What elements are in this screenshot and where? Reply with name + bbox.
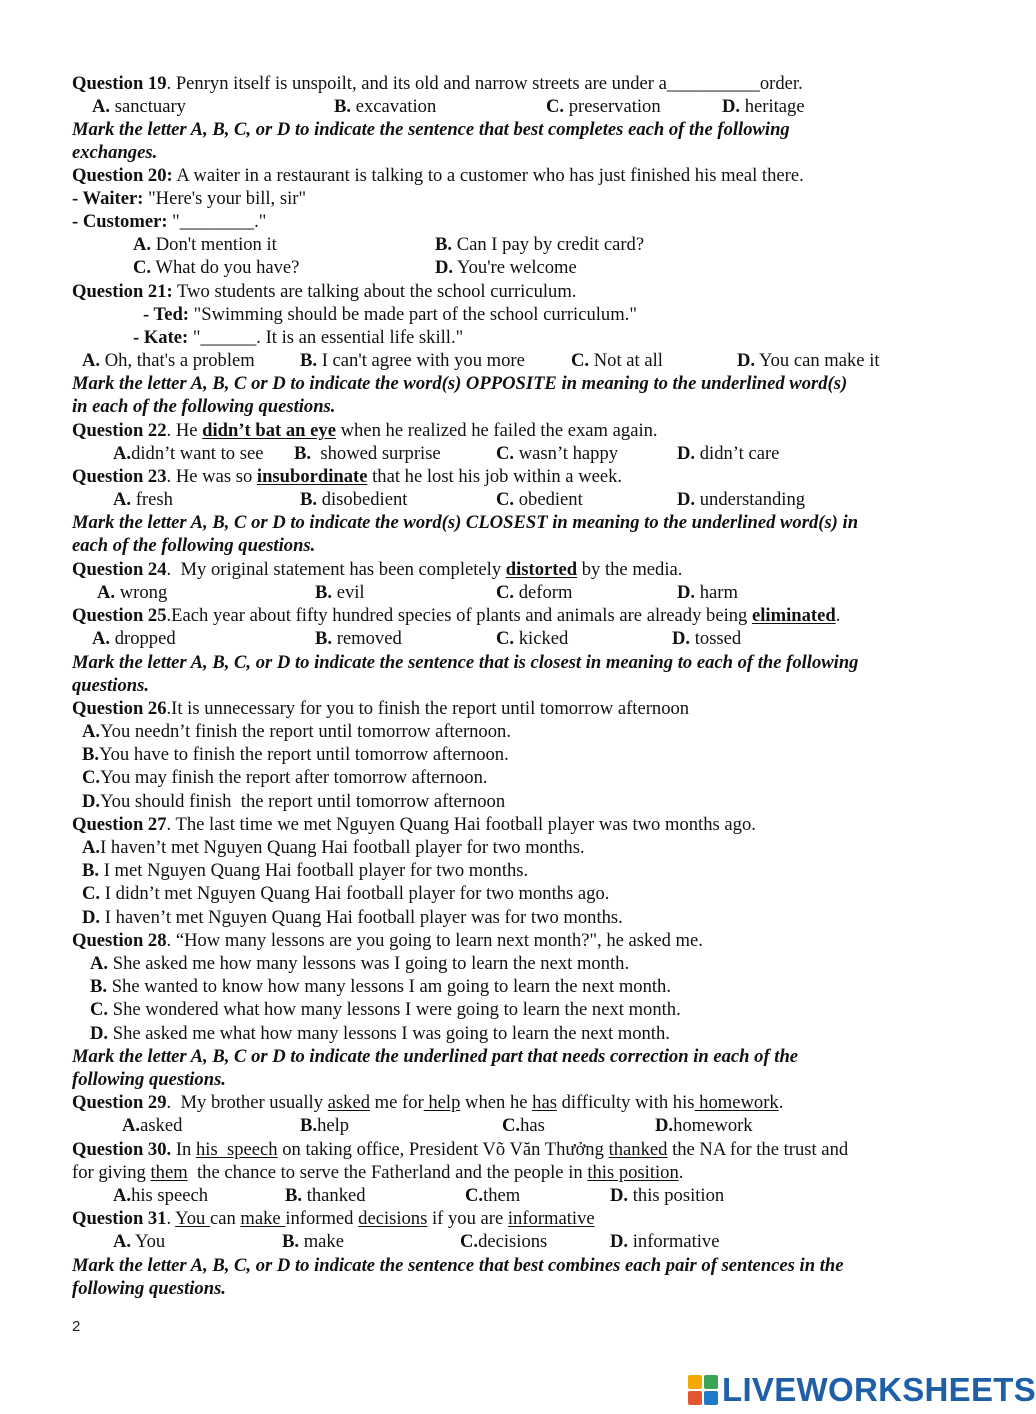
q30-option-b[interactable]: B. thanked bbox=[285, 1185, 366, 1206]
q28-option-a[interactable]: A. She asked me how many lessons was I going to learn the next month. bbox=[90, 953, 630, 974]
q23-option-d[interactable]: D. understanding bbox=[677, 489, 806, 510]
liveworksheets-logo bbox=[688, 1372, 1036, 1408]
q19-option-b[interactable]: B. excavation bbox=[334, 96, 437, 117]
instruction-heading: Mark the letter A, B, C or D to indicate the word(s) OPPOSITE in meaning to the underlined word(s) bbox=[72, 373, 848, 394]
question-29: Question 29. My brother usually asked me for help when he has difficulty with his homework. bbox=[72, 1092, 784, 1113]
q21-option-b[interactable]: B. I can't agree with you more bbox=[300, 350, 525, 371]
q25-option-c[interactable]: C. kicked bbox=[496, 628, 569, 649]
instruction-heading: questions. bbox=[72, 675, 149, 696]
instruction-heading: each of the following questions. bbox=[72, 535, 316, 556]
q22-option-b[interactable]: B. showed surprise bbox=[294, 443, 441, 464]
q28-option-d[interactable]: D. She asked me what how many lessons I was going to learn the next month. bbox=[90, 1023, 670, 1044]
q23-option-a[interactable]: A. fresh bbox=[113, 489, 173, 510]
q29-option-a[interactable]: A.asked bbox=[122, 1115, 183, 1136]
underlined-phrase: didn’t bat an eye bbox=[202, 420, 336, 441]
underlined-phrase: eliminated bbox=[752, 605, 836, 626]
q23-option-b[interactable]: B. disobedient bbox=[300, 489, 408, 510]
q27-option-d[interactable]: D. I haven’t met Nguyen Quang Hai football player was for two months. bbox=[82, 907, 623, 928]
instruction-heading: Mark the letter A, B, C, or D to indicate the sentence that is closest in meaning to each of the following bbox=[72, 652, 859, 673]
q31-option-b[interactable]: B. make bbox=[282, 1231, 344, 1252]
q25-option-a[interactable]: A. dropped bbox=[92, 628, 176, 649]
q30-option-d[interactable]: D. this position bbox=[610, 1185, 725, 1206]
question-24: Question 24. My original statement has been completely distorted by the media. bbox=[72, 559, 683, 580]
dialogue-customer: - Customer: "________." bbox=[72, 211, 267, 232]
q24-option-c[interactable]: C. deform bbox=[496, 582, 573, 603]
logo-text: LIVEWORKSHEETS bbox=[722, 1371, 1036, 1408]
q19-option-a[interactable]: A. sanctuary bbox=[92, 96, 186, 117]
q29-option-c[interactable]: C.has bbox=[502, 1115, 545, 1136]
q22-option-d[interactable]: D. didn’t care bbox=[677, 443, 780, 464]
q30-option-c[interactable]: C.them bbox=[465, 1185, 521, 1206]
q26-option-c[interactable]: C.You may finish the report after tomorrow afternoon. bbox=[82, 767, 488, 788]
q24-option-d[interactable]: D. harm bbox=[677, 582, 738, 603]
q20-option-b[interactable]: B. Can I pay by credit card? bbox=[435, 234, 645, 255]
q29-option-d[interactable]: D.homework bbox=[655, 1115, 753, 1136]
instruction-heading: Mark the letter A, B, C or D to indicate the underlined part that needs correction in each of the bbox=[72, 1046, 799, 1067]
page-number: 2 bbox=[72, 1318, 81, 1335]
q26-option-a[interactable]: A.You needn’t finish the report until tomorrow afternoon. bbox=[82, 721, 511, 742]
instruction-heading: following questions. bbox=[72, 1278, 226, 1299]
dialogue-kate: - Kate: "______. It is an essential life skill." bbox=[133, 327, 464, 348]
q25-option-b[interactable]: B. removed bbox=[315, 628, 402, 649]
question-21: Question 21: Two students are talking about the school curriculum. bbox=[72, 281, 577, 302]
q28-option-c[interactable]: C. She wondered what how many lessons I were going to learn the next month. bbox=[90, 999, 681, 1020]
instruction-heading: following questions. bbox=[72, 1069, 226, 1090]
q27-option-a[interactable]: A.I haven’t met Nguyen Quang Hai football player for two months. bbox=[82, 837, 585, 858]
question-19: Question 19. Penryn itself is unspoilt, and its old and narrow streets are under a__________order. bbox=[72, 73, 803, 94]
underlined-phrase: distorted bbox=[505, 559, 578, 580]
q20-option-a[interactable]: A. Don't mention it bbox=[133, 234, 277, 255]
q31-option-d[interactable]: D. informative bbox=[610, 1231, 720, 1252]
q27-option-b[interactable]: B. I met Nguyen Quang Hai football player for two months. bbox=[82, 860, 529, 881]
q31-option-c[interactable]: C.decisions bbox=[460, 1231, 548, 1252]
liveworksheets-logo-icon bbox=[688, 1375, 718, 1405]
dialogue-ted: - Ted: "Swimming should be made part of the school curriculum." bbox=[143, 304, 637, 325]
q19-option-c[interactable]: C. preservation bbox=[546, 96, 661, 117]
underlined-phrase: insubordinate bbox=[256, 466, 368, 487]
q27-option-c[interactable]: C. I didn’t met Nguyen Quang Hai football player for two months ago. bbox=[82, 883, 610, 904]
q26-option-b[interactable]: B.You have to finish the report until tomorrow afternoon. bbox=[82, 744, 509, 765]
instruction-heading: exchanges. bbox=[72, 142, 158, 163]
question-30: Question 30. In his speech on taking office, President Võ Văn Thưởng thanked the NA for the trust and bbox=[72, 1139, 849, 1160]
instruction-heading: in each of the following questions. bbox=[72, 396, 336, 417]
q29-option-b[interactable]: B.help bbox=[300, 1115, 350, 1136]
q21-option-c[interactable]: C. Not at all bbox=[571, 350, 663, 371]
q24-option-b[interactable]: B. evil bbox=[315, 582, 365, 603]
q21-option-d[interactable]: D. You can make it bbox=[737, 350, 880, 371]
question-26: Question 26.It is unnecessary for you to finish the report until tomorrow afternoon bbox=[72, 698, 690, 719]
question-31: Question 31. You can make informed decisions if you are informative bbox=[72, 1208, 595, 1229]
q20-option-c[interactable]: C. What do you have? bbox=[133, 257, 300, 278]
q28-option-b[interactable]: B. She wanted to know how many lessons I am going to learn the next month. bbox=[90, 976, 671, 997]
instruction-heading: Mark the letter A, B, C, or D to indicate the sentence that best completes each of the following bbox=[72, 119, 790, 140]
question-30-continued: for giving them the chance to serve the Fatherland and the people in this position. bbox=[72, 1162, 684, 1183]
question-20: Question 20: A waiter in a restaurant is talking to a customer who has just finished his meal there. bbox=[72, 165, 804, 186]
q25-option-d[interactable]: D. tossed bbox=[672, 628, 742, 649]
question-25: Question 25.Each year about fifty hundred species of plants and animals are already being eliminated. bbox=[72, 605, 841, 626]
question-23: Question 23. He was so insubordinate that he lost his job within a week. bbox=[72, 466, 623, 487]
q23-option-c[interactable]: C. obedient bbox=[496, 489, 583, 510]
q20-option-d[interactable]: D. You're welcome bbox=[435, 257, 577, 278]
dialogue-waiter: - Waiter: "Here's your bill, sir" bbox=[72, 188, 307, 209]
q22-option-c[interactable]: C. wasn’t happy bbox=[496, 443, 619, 464]
instruction-heading: Mark the letter A, B, C or D to indicate the word(s) CLOSEST in meaning to the underlined word(s) in bbox=[72, 512, 859, 533]
q24-option-a[interactable]: A. wrong bbox=[97, 582, 168, 603]
question-22: Question 22. He didn’t bat an eye when he realized he failed the exam again. bbox=[72, 420, 658, 441]
q30-option-a[interactable]: A.his speech bbox=[113, 1185, 209, 1206]
q31-option-a[interactable]: A. You bbox=[113, 1231, 166, 1252]
question-28: Question 28. “How many lessons are you going to learn next month?", he asked me. bbox=[72, 930, 703, 951]
question-27: Question 27. The last time we met Nguyen Quang Hai football player was two months ago. bbox=[72, 814, 756, 835]
q19-option-d[interactable]: D. heritage bbox=[722, 96, 805, 117]
q26-option-d[interactable]: D.You should finish the report until tomorrow afternoon bbox=[82, 791, 506, 812]
q22-option-a[interactable]: A.didn’t want to see bbox=[113, 443, 264, 464]
instruction-heading: Mark the letter A, B, C, or D to indicate the sentence that best combines each pair of sentences in the bbox=[72, 1255, 844, 1276]
q21-option-a[interactable]: A. Oh, that's a problem bbox=[82, 350, 255, 371]
